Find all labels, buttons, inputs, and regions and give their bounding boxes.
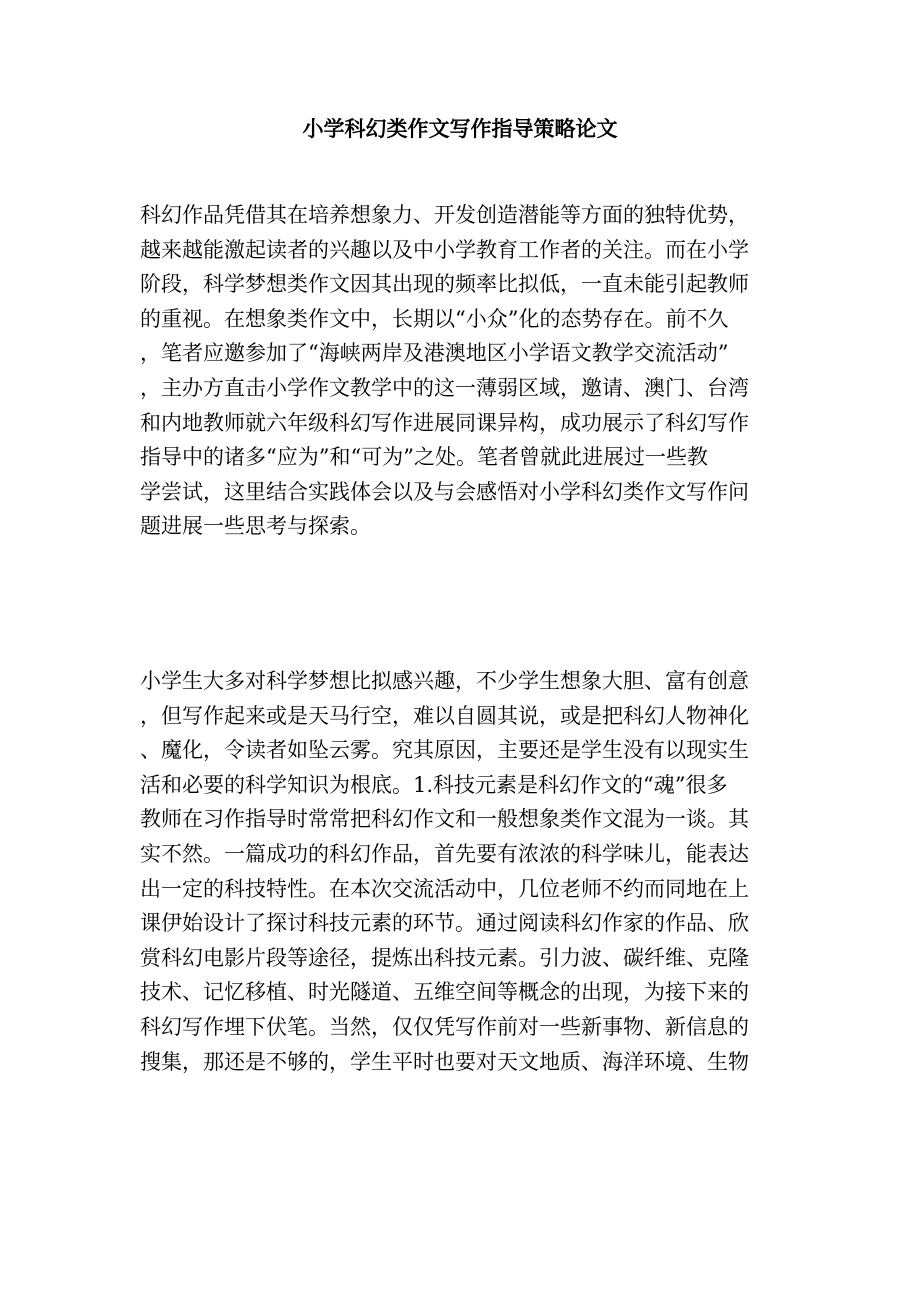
text-line: 阶段，科学梦想类作文因其出现的频率比拟低，一直未能引起教师 bbox=[140, 272, 749, 297]
text-line: 搜集，那还是不够的，学生平时也要对天文地质、海洋环境、生物 bbox=[140, 1049, 749, 1074]
text-line: 课伊始设计了探讨科技元素的环节。通过阅读科幻作家的作品、欣 bbox=[140, 911, 749, 936]
paragraph-2 bbox=[140, 664, 770, 1079]
text-line: ，主办方直击小学作文教学中的这一薄弱区域，邀请、澳门、台湾 bbox=[140, 375, 749, 400]
text-line: ，笔者应邀参加了“海峡两岸及港澳地区小学语文教学交流活动” bbox=[140, 341, 729, 366]
document-title: 小学科幻类作文写作指导策略论文 bbox=[302, 116, 618, 141]
text-line: 越来越能激起读者的兴趣以及中小学教育工作者的关注。而在小学 bbox=[140, 237, 749, 262]
text-line: 出一定的科技特性。在本次交流活动中，几位老师不约而同地在上 bbox=[140, 876, 749, 901]
text-line: 小学生大多对科学梦想比拟感兴趣，不少学生想象大胆、富有创意 bbox=[140, 669, 749, 693]
text-line: 技术、记忆移植、时光隧道、五维空间等概念的出现，为接下来的 bbox=[140, 980, 749, 1005]
text-line: 学尝试，这里结合实践体会以及与会感悟对小学科幻类作文写作问 bbox=[140, 479, 749, 504]
text-line: 的重视。在想象类作文中，长期以“小众”化的态势存在。前不久 bbox=[140, 306, 729, 331]
paragraph-1 bbox=[140, 198, 770, 544]
text-line: 题进展一些思考与探索。 bbox=[140, 514, 371, 539]
text-line: 赏科幻电影片段等途径，提炼出科技元素。引力波、碳纤维、克隆 bbox=[140, 945, 749, 970]
text-line: 和内地教师就六年级科幻写作进展同课异构，成功展示了科幻写作 bbox=[140, 410, 749, 435]
text-line: 、魔化，令读者如坠云雾。究其原因，主要还是学生没有以现实生 bbox=[140, 738, 749, 763]
text-line: 科幻写作埋下伏笔。当然，仅仅凭写作前对一些新事物、新信息的 bbox=[140, 1014, 749, 1039]
text-line: 指导中的诸多“应为”和“可为”之处。笔者曾就此进展过一些教 bbox=[140, 445, 708, 470]
text-line: 活和必要的科学知识为根底。1.科技元素是科幻作文的“魂”很多 bbox=[140, 772, 728, 797]
text-line: 科幻作品凭借其在培养想象力、开发创造潜能等方面的独特优势， bbox=[140, 203, 749, 227]
text-line: 实不然。一篇成功的科幻作品，首先要有浓浓的科学味儿，能表达 bbox=[140, 841, 749, 866]
text-line: ，但写作起来或是天马行空，难以自圆其说，或是把科幻人物神化 bbox=[140, 703, 749, 728]
text-line: 教师在习作指导时常常把科幻作文和一般想象类作文混为一谈。其 bbox=[140, 807, 749, 832]
